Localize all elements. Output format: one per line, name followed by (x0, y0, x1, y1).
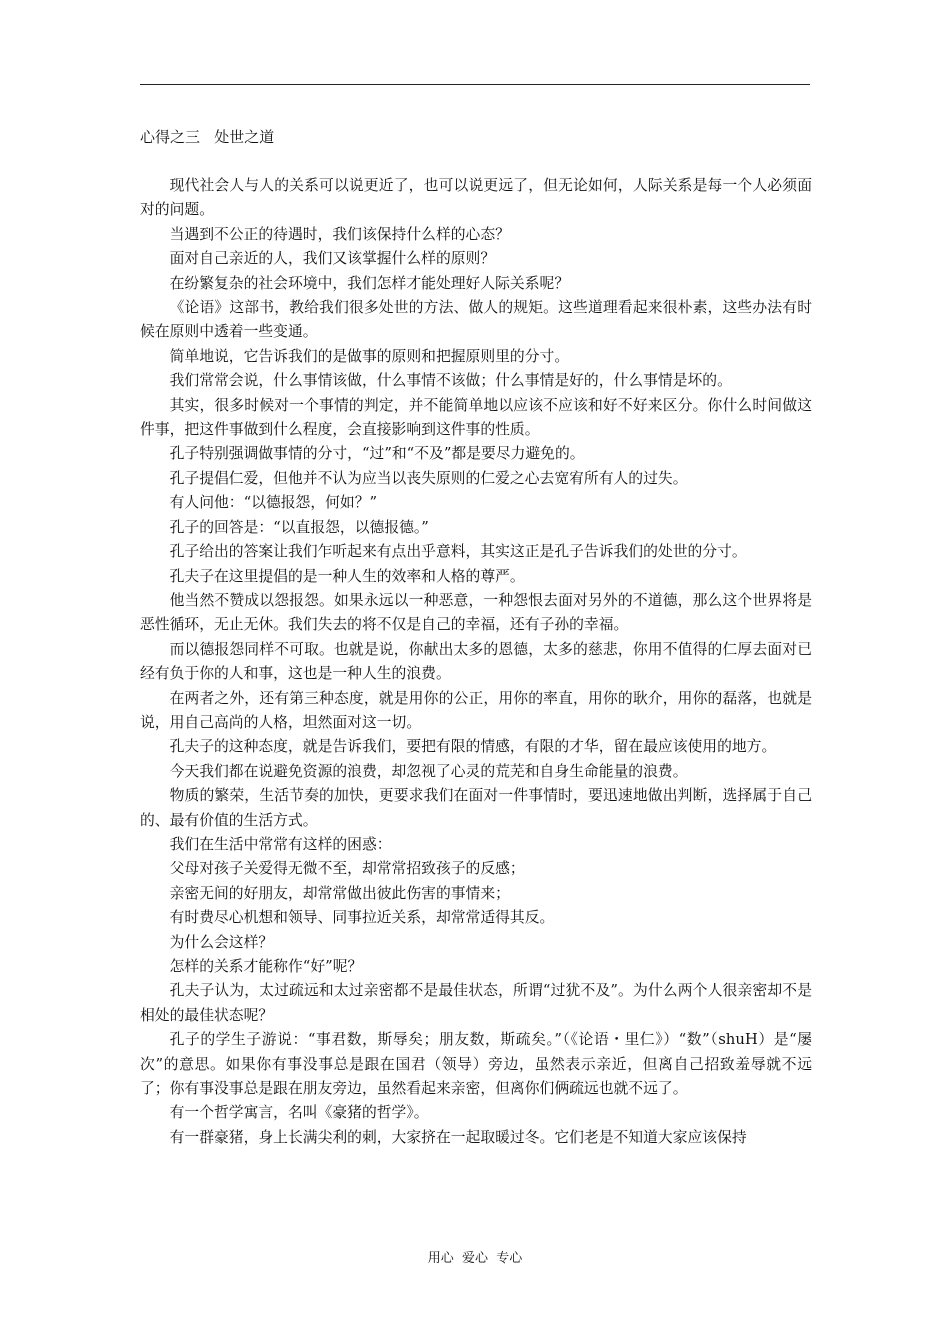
paragraph: 当遇到不公正的待遇时，我们该保持什么样的心态？ (169, 225, 510, 243)
paragraph: 其实，很多时候对一个事情的判定，并不能简单地以应该不应该和好不好来区分。你什么时间做这件事，把这件事做到什么程度，会直接影响到这件事的性质。 (140, 396, 812, 439)
paragraph: 孔夫子的这种态度，就是告诉我们，要把有限的情感，有限的才华，留在最应该使用的地方。 (169, 738, 777, 756)
paragraph: 孔夫子在这里提倡的是一种人生的效率和人格的尊严。 (169, 567, 525, 585)
paragraph: 物质的繁荣，生活节奏的加快，更要求我们在面对一件事情时，要迅速地做出判断，选择属于自己的、最有价值的生活方式。 (140, 787, 812, 829)
paragraph: 他当然不赞成以怨报怨。如果永远以一种恶意，一种怨恨去面对另外的不道德，那么这个世界将是恶性循环，无止无休。我们失去的将不仅是自己的幸福，还有子孙的幸福。 (140, 591, 812, 634)
paragraph: 有时费尽心机想和领导、同事拉近关系，却常常适得其反。 (169, 909, 555, 927)
paragraph: 为什么会这样？ (169, 933, 274, 951)
body-text (140, 174, 812, 1150)
paragraph: 孔子给出的答案让我们乍听起来有点出乎意料，其实这正是孔子告诉我们的处世的分寸。 (169, 543, 747, 561)
paragraph: 《论语》这部书，教给我们很多处世的方法、做人的规矩。这些道理看起来很朴素，这些办法有时候在原则中透着一些变通。 (140, 299, 812, 341)
paragraph: 亲密无间的好朋友，却常常做出彼此伤害的事情来； (169, 884, 510, 902)
paragraph: 现代社会人与人的关系可以说更近了，也可以说更远了，但无论如何，人际关系是每一个人必须面对的问题。 (140, 177, 812, 219)
paragraph: 怎样的关系才能称作“好”呢？ (169, 958, 363, 975)
paragraph: 孔子特别强调做事情的分寸，“过”和“不及”都是要尽力避免的。 (169, 445, 585, 463)
paragraph: 父母对孩子关爱得无微不至，却常常招致孩子的反感； (169, 860, 525, 878)
paragraph: 在纷繁复杂的社会环境中，我们怎样才能处理好人际关系呢？ (169, 274, 570, 292)
paragraph: 今天我们都在说避免资源的浪费，却忽视了心灵的荒芜和自身生命能量的浪费。 (169, 762, 688, 780)
paragraph: 在两者之外，还有第三种态度，就是用你的公正，用你的率直，用你的耿介，用你的磊落，也就是说，用自己高尚的人格，坦然面对这一切。 (140, 689, 812, 731)
header-rule (140, 84, 810, 85)
paragraph: 有一个哲学寓言，名叫《豪猪的哲学》。 (169, 1104, 429, 1122)
paragraph: 有人问他：“以德报怨，何如？” (169, 494, 378, 512)
paragraph: 孔子的回答是：“以直报怨，以德报德。” (169, 518, 429, 536)
page-footer: 用心 爱心 专心 (427, 1251, 523, 1266)
section-title: 心得之三 处世之道 (140, 128, 275, 146)
paragraph: 孔夫子认为，太过疏远和太过亲密都不是最佳状态，所谓“过犹不及”。为什么两个人很亲密却不是相处的最佳状态呢？ (140, 982, 812, 1024)
paragraph: 有一群豪猪，身上长满尖利的刺，大家挤在一起取暖过冬。它们老是不知道大家应该保持 (169, 1128, 747, 1146)
paragraph: 简单地说，它告诉我们的是做事的原则和把握原则里的分寸。 (169, 347, 570, 365)
paragraph: 我们在生活中常常有这样的困惑： (169, 835, 392, 853)
paragraph: 我们常常会说，什么事情该做，什么事情不该做；什么事情是好的，什么事情是坏的。 (169, 372, 732, 390)
paragraph: 孔子提倡仁爱，但他并不认为应当以丧失原则的仁爱之心去宽宥所有人的过失。 (169, 469, 688, 487)
paragraph: 而以德报怨同样不可取。也就是说，你献出太多的恩德，太多的慈悲，你用不值得的仁厚去面对已经有负于你的人和事，这也是一种人生的浪费。 (140, 640, 812, 683)
paragraph: 面对自己亲近的人，我们又该掌握什么样的原则？ (169, 250, 496, 268)
paragraph: 孔子的学生子游说：“事君数，斯辱矣；朋友数，斯疏矣。”（《论语・里仁》）“数”（shuH）是“屡次”的意思。如果你有事没事总是跟在国君（领导）旁边，虽然表示亲近，但离自己招致羞辱就不远了；你有事没事总是跟在朋友旁边，虽然看起来亲密，但离你们俩疏远也就不远了。 (140, 1031, 812, 1098)
